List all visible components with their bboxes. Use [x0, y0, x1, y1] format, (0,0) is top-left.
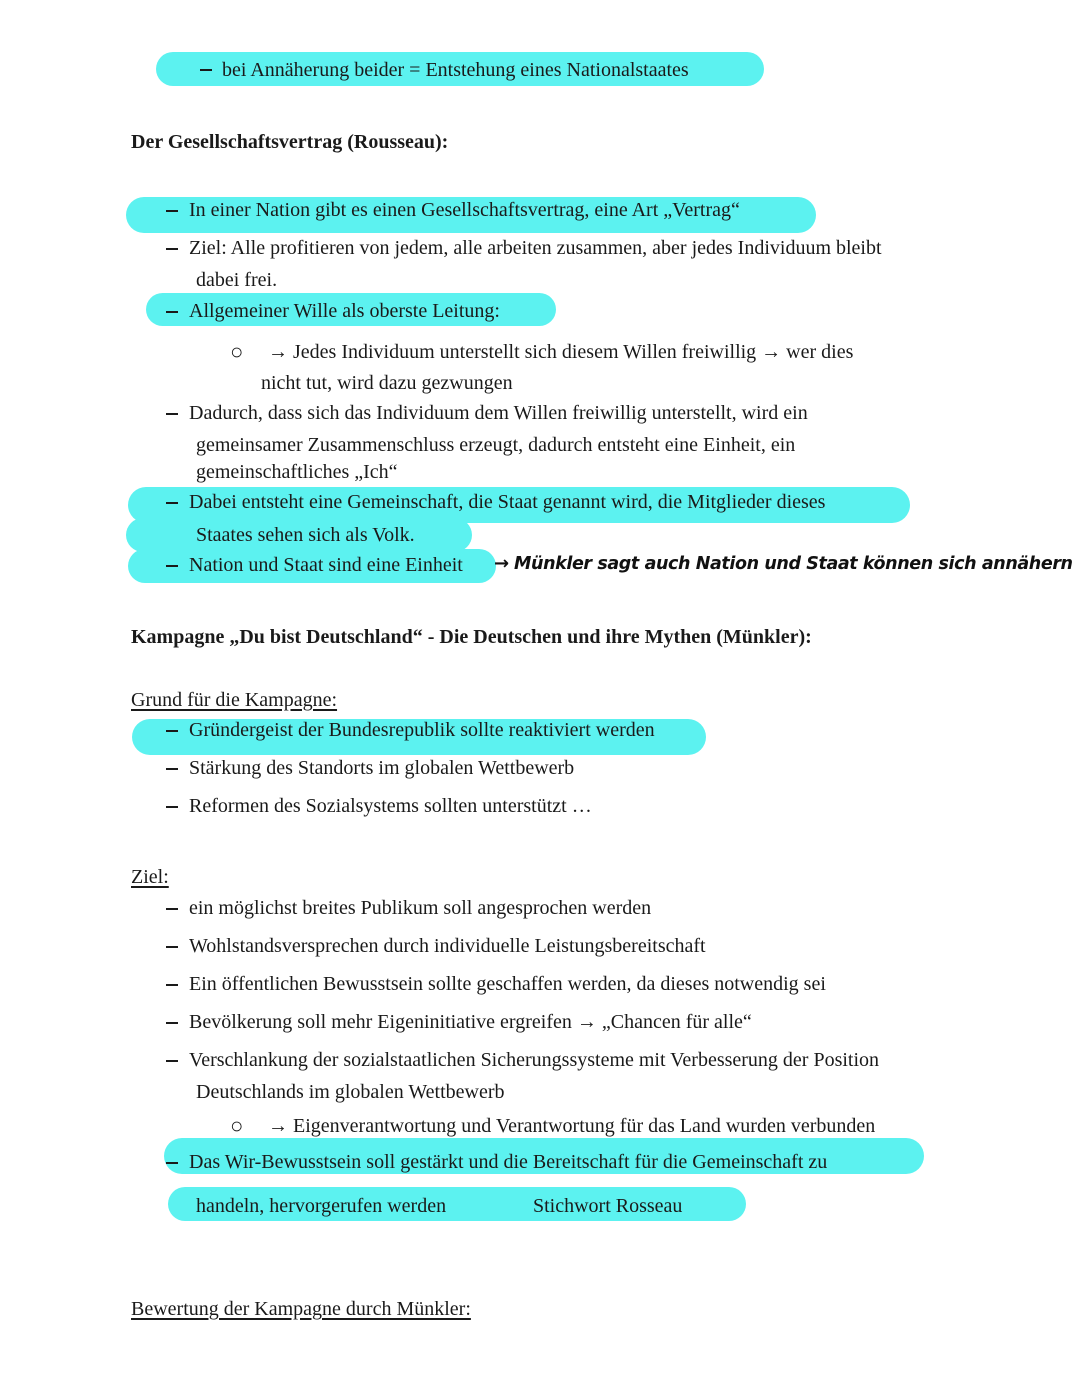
bullet-dash [200, 69, 212, 71]
bullet-dash [166, 565, 178, 567]
rousseau-bullet-4-line-2: gemeinsamer Zusammenschluss erzeugt, dadurch entsteht eine Einheit, ein [196, 434, 796, 456]
kampagne-heading: Kampagne „Du bist Deutschland“ - Die Deutschen und ihre Mythen (Münkler): [131, 626, 812, 648]
rousseau-bullet-1: In einer Nation gibt es einen Gesellschaftsvertrag, eine Art „Vertrag“ [189, 199, 740, 221]
ziel-item-5-line-1: Verschlankung der sozialstaatlichen Sicherungssysteme mit Verbesserung der Position [189, 1049, 880, 1071]
bullet-dash [166, 502, 178, 504]
bullet-dash [166, 730, 178, 732]
ziel-item-3: Ein öffentlichen Bewusstsein sollte geschaffen werden, da dieses notwendig sei [189, 973, 826, 995]
ziel-sub-item: → Eigenverantwortung und Verantwortung für das Land wurden verbunden [268, 1115, 876, 1137]
sub-bullet-circle: ○ [230, 1113, 244, 1138]
bullet-dash [166, 1060, 178, 1062]
rousseau-bullet-4-line-1: Dadurch, dass sich das Individuum dem Willen freiwillig unterstellt, wird ein [189, 402, 808, 424]
rousseau-bullet-3: Allgemeiner Wille als oberste Leitung: [189, 300, 500, 322]
bewertung-title: Bewertung der Kampagne durch Münkler: [131, 1298, 471, 1320]
ziel-item-6-line-1: Das Wir-Bewusstsein soll gestärkt und die Bereitschaft für die Gemeinschaft zu [189, 1151, 828, 1173]
ziel-item-6-line-2: handeln, hervorgerufen werden [196, 1195, 447, 1217]
bullet-dash [166, 1022, 178, 1024]
top-line: bei Annäherung beider = Entstehung eines Nationalstaates [222, 59, 689, 81]
handwritten-note: Münkler sagt auch Nation und Staat können sich annähern [514, 554, 1073, 574]
bullet-dash [166, 248, 178, 250]
ziel-item-5-line-2: Deutschlands im globalen Wettbewerb [196, 1081, 505, 1103]
bullet-dash [166, 768, 178, 770]
rousseau-bullet-2-line-2: dabei frei. [196, 269, 278, 291]
ziel-item-6-note: Stichwort Rosseau [533, 1195, 683, 1217]
rousseau-bullet-6: Nation und Staat sind eine Einheit [189, 554, 463, 576]
sub-bullet-circle: ○ [230, 339, 244, 364]
rousseau-bullet-5-line-1: Dabei entsteht eine Gemeinschaft, die Staat genannt wird, die Mitglieder dieses [189, 491, 826, 513]
rousseau-sub-line-2: nicht tut, wird dazu gezwungen [261, 372, 513, 394]
bullet-dash [166, 210, 178, 212]
rousseau-bullet-4-line-3: gemeinschaftliches „Ich“ [196, 461, 398, 483]
ziel-title: Ziel: [131, 866, 169, 888]
ziel-item-1: ein möglichst breites Publikum soll angesprochen werden [189, 897, 652, 919]
grund-item-2: Stärkung des Standorts im globalen Wettbewerb [189, 757, 575, 779]
handwritten-arrow-icon: → [494, 553, 510, 574]
bullet-dash [166, 946, 178, 948]
rousseau-bullet-2-line-1: Ziel: Alle profitieren von jedem, alle arbeiten zusammen, aber jedes Individuum bleibt [189, 237, 882, 259]
grund-item-1: Gründergeist der Bundesrepublik sollte reaktiviert werden [189, 719, 655, 741]
grund-item-3: Reformen des Sozialsystems sollten unterstützt … [189, 795, 592, 817]
ziel-item-2: Wohlstandsversprechen durch individuelle Leistungsbereitschaft [189, 935, 706, 957]
grund-title: Grund für die Kampagne: [131, 689, 338, 711]
bullet-dash [166, 413, 178, 415]
bullet-dash [166, 984, 178, 986]
bullet-dash [166, 311, 178, 313]
bullet-dash [166, 908, 178, 910]
bullet-dash [166, 806, 178, 808]
rousseau-heading: Der Gesellschaftsvertrag (Rousseau): [131, 131, 449, 153]
ziel-item-4: Bevölkerung soll mehr Eigeninitiative ergreifen → „Chancen für alle“ [189, 1011, 752, 1033]
rousseau-bullet-5-line-2: Staates sehen sich als Volk. [196, 524, 415, 546]
bullet-dash [166, 1162, 178, 1164]
rousseau-sub-line-1: → Jedes Individuum unterstellt sich diesem Willen freiwillig → wer dies [268, 341, 854, 363]
